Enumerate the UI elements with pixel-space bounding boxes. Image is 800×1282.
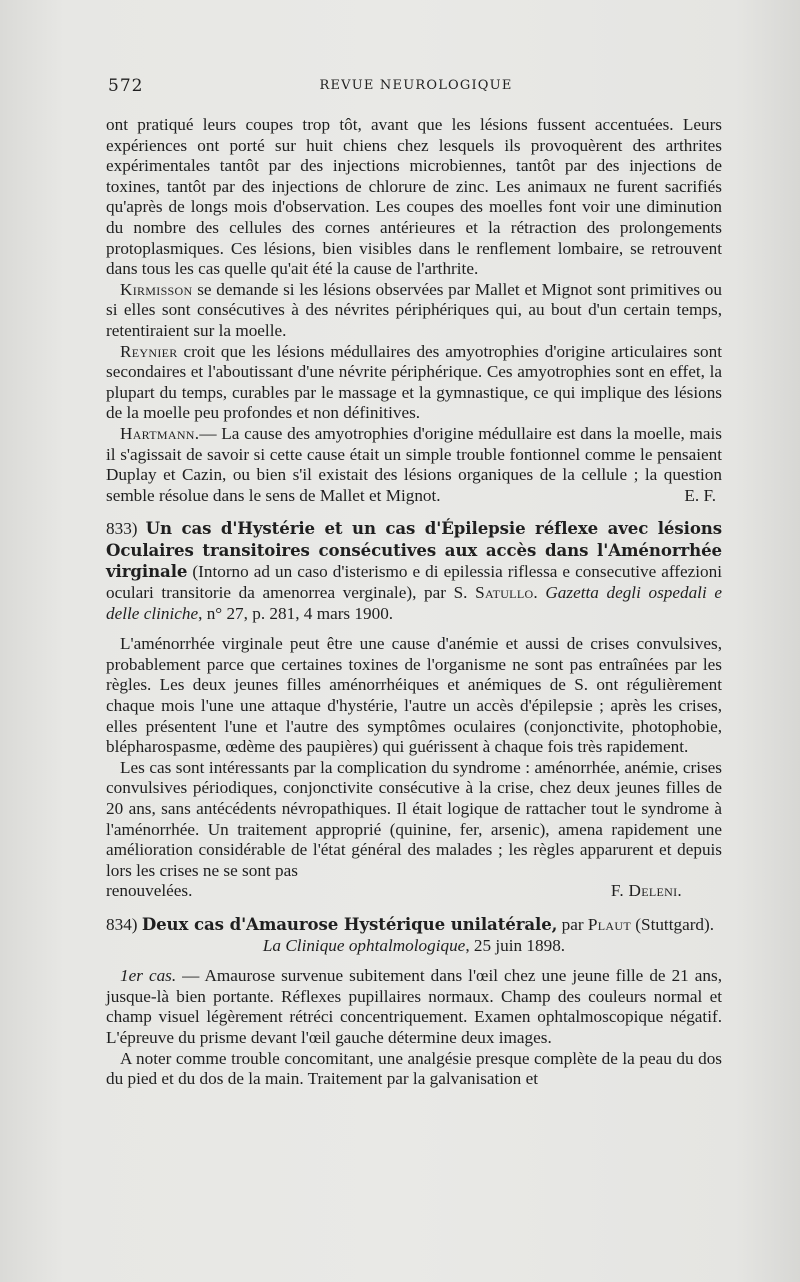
page-body bbox=[106, 115, 722, 1090]
entry-834-paragraph-last: A noter comme trouble concomitant, une analgésie presque complète de la peau du dos du pied et du dos de la main. Traitement par la galvanisation et bbox=[106, 1048, 722, 1089]
paragraph-reynier bbox=[106, 342, 722, 424]
paragraph-text: — La cause des amyotrophies d'origine médullaire est dans la moelle, mais il s'agissait de savoir si cette cause était un simple trouble fontionnel comme le pensaient Duplay et Cazin, ou bien s'il existait des lésions organiques de la cellule ; la question semble résolue dans le sens de Mallet et Mignot. bbox=[106, 423, 722, 505]
signature: E. F. bbox=[684, 485, 716, 505]
signature: F. Deleni. bbox=[610, 881, 682, 901]
paragraph-hartmann bbox=[106, 424, 722, 506]
journal-name: La Clinique ophtalmologique bbox=[262, 935, 466, 955]
paragraph-text: se demande si les lésions observées par Mallet et Mignot sont primitives ou si elles sont consécutives à des névrites périphériques qui, au bout d'un certain temps, retentiraient sur la moelle. bbox=[106, 279, 722, 340]
page-number: 572 bbox=[108, 76, 144, 96]
entry-833-closing-line bbox=[106, 881, 722, 902]
entry-834-reference: 834) Deux cas d'Amaurose Hystérique unilatérale, par Plaut (Stuttgard). bbox=[106, 913, 715, 934]
author-name: Reynier bbox=[120, 341, 178, 361]
citation-date: , 25 juin 1898. bbox=[465, 935, 566, 955]
entry-833 bbox=[106, 518, 722, 902]
entry-author: Plaut bbox=[587, 914, 631, 934]
entry-author: Satullo bbox=[475, 583, 534, 603]
entry-number: 834) bbox=[106, 914, 138, 934]
author-name: Kirmisson bbox=[120, 279, 193, 299]
entry-834-journal-line bbox=[106, 936, 722, 957]
author-name: Hartmann. bbox=[120, 423, 200, 443]
paragraph-kirmisson bbox=[106, 280, 722, 342]
case-label: 1er cas. bbox=[120, 966, 177, 986]
entry-number: 833) bbox=[106, 519, 138, 539]
entry-834 bbox=[106, 914, 722, 1090]
entry-833-reference: 833) Un cas d'Hystérie et un cas d'Épilepsie réflexe avec lésions Oculaires transitoires consécutives aux accès dans l'Aménorrhée virginale (Intorno ad un caso d'isterismo e di epilessia riflessa e consecutive affezioni oculari transitorie da amenorrea verginale), par S. Satullo. Gazetta degli ospedali e delle cliniche, n° 27, p. 281, 4 mars 1900. bbox=[106, 518, 723, 623]
page-header bbox=[108, 76, 724, 100]
running-head: REVUE NEUROLOGIQUE bbox=[319, 78, 513, 93]
citation: , n° 27, p. 281, 4 mars 1900. bbox=[198, 603, 394, 623]
entry-834-case-1 bbox=[106, 966, 722, 1048]
italian-title: (Intorno ad un caso d'isterismo e di epilessia riflessa e consecutive affezioni oculari transitorie da amenorrea verginale), par S. bbox=[106, 562, 723, 603]
closing-word: renouvelées. bbox=[106, 881, 193, 901]
case-text: — Amaurose survenue subitement dans l'œil chez une jeune fille de 21 ans, jusque-là bien portante. Réflexes pupillaires normaux. Champ des couleurs normal et champ visuel légèrement rétréci concentriquement. Examen ophtalmoscopique négatif. L'épreuve du prisme devant l'œil gauche détermine deux images. bbox=[106, 966, 722, 1047]
entry-title: Un cas d'Hystérie et un cas d'Épilepsie réflexe avec lésions Oculaires transitoires consécutives aux accès dans l'Aménorrhée virginale bbox=[106, 518, 723, 582]
paragraph-continuation: ont pratiqué leurs coupes trop tôt, avant que les lésions fussent accentuées. Leurs expériences ont porté sur huit chiens chez lesquels ils provoquèrent des arthrites expérimentales tantôt par des injections microbiennes, tantôt par des injections de toxines, tantôt par des injections de chlorure de zinc. Les animaux ne furent sacrifiés qu'après de longs mois d'observation. Les coupes des moelles font voir une diminution du nombre des cellules des cornes antérieures et la rétraction des prolongements protoplasmiques. Ces lésions, bien visibles dans le renflement lombaire, se retrouvent dans tous les cas quelle qu'ait été la cause de l'arthrite. bbox=[106, 115, 722, 279]
entry-833-paragraph-1: L'aménorrhée virginale peut être une cause d'anémie et aussi de crises convulsives, probablement parce que certaines toxines de l'organisme ne sont pas entraînées par les règles. Les deux jeunes filles aménorrhéiques et anémiques de S. ont régulièrement chaque mois l'une une attaque d'hystérie, l'autre un accès d'épilepsie ; après les crises, elles présentent l'une et l'autre des symptômes oculaires (conjonctivite, photophobie, blépharospasme, œdème des paupières) qui guérissent à chaque fois très rapidement. bbox=[106, 634, 722, 757]
entry-833-paragraph-2: Les cas sont intéressants par la complication du syndrome : aménorrhée, anémie, crises convulsives périodiques, conjonctivite consécutive à la crise, chez deux jeunes filles de 20 ans, sans antécédents névropathiques. Il était logique de rattacher tout le syndrome à l'aménorrhée. Un traitement approprié (quinine, fer, arsenic), amena rapidement une amélioration considérable de l'état général des malades ; les règles apparurent et depuis lors les crises ne se sont pas bbox=[106, 757, 722, 880]
paragraph-text: croit que les lésions médullaires des amyotrophies d'origine articulaires sont secondaires et l'aboutissant d'une névrite périphérique. Ces amyotrophies sont en effet, la plupart du temps, curables par le massage et la gymnastique, ce qui implique des lésions de la moelle peu profondes et non définitives. bbox=[106, 341, 722, 423]
entry-title: Deux cas d'Amaurose Hystérique unilatérale, bbox=[141, 913, 558, 934]
journal-name: Gazetta degli ospedali e delle cliniche bbox=[106, 583, 723, 623]
